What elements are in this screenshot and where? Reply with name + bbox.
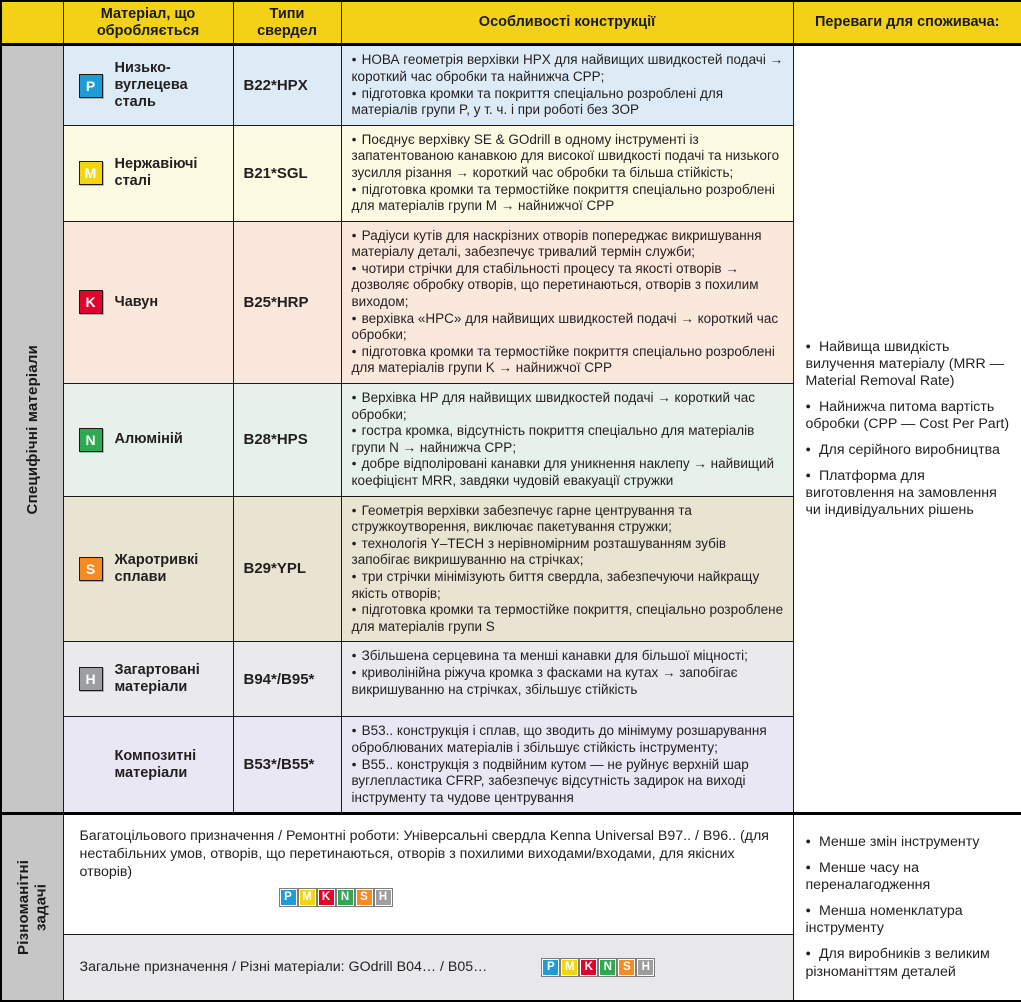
benefit-bullet: ● Для виробників з великим різноманіттям деталей	[806, 946, 1012, 980]
material-cell	[63, 496, 233, 642]
iso-group-m-badge: M	[79, 161, 103, 185]
iso-group-k-badge: K	[580, 959, 597, 976]
benefit-bullet: ● Менша номенклатура інструменту	[806, 903, 1012, 937]
iso-group-h-badge: H	[637, 959, 654, 976]
iso-groups-strip	[542, 959, 654, 976]
table-row	[1, 45, 1021, 125]
drill-type: B25*HRP	[233, 221, 341, 383]
feature-bullet: ● технологія Y–TECH з нерівномірним розташуванням зубів запобігає викришуванню на стрічках;	[352, 536, 784, 569]
material-name: Алюміній	[114, 431, 183, 448]
drill-type: B21*SGL	[233, 125, 341, 221]
material-name: Низько-вуглецева сталь	[114, 59, 188, 111]
section-label-specific-materials	[1, 45, 63, 814]
material-cell	[63, 384, 233, 497]
features-cell	[341, 45, 793, 125]
feature-bullet: ● три стрічки мінімізують биття свердла, забезпечуючи найкращу якість отворів;	[352, 569, 784, 602]
feature-bullet: ● гостра кромка, відсутність покриття спеціально для матеріалів групи N → найнижча CPP;	[352, 423, 784, 456]
benefit-bullet: ● Найвища швидкість вилучення матеріалу (MRR — Material Removal Rate)	[806, 339, 1012, 390]
benefits-cell-misc	[793, 814, 1021, 1001]
drill-type: B53*/B55*	[233, 717, 341, 814]
feature-bullet: ● підготовка кромки та покриття спеціально розроблені для матеріалів групи P, у т. ч. і при роботі без ЗОР	[352, 86, 784, 119]
benefit-bullet: ● Менше змін інструменту	[806, 834, 1012, 851]
material-cell	[63, 45, 233, 125]
material-name: Загартовані матеріали	[114, 662, 200, 696]
iso-group-n-badge: N	[79, 428, 103, 452]
misc-row-text: Багатоцільового призначення / Ремонтні роботи: Універсальні свердла Kenna Universal B97.. / B96.. (для нестабільних умов, отворів, що перетинаються, отворів з похилими виходами/входами, для якісних отворів)	[79, 828, 769, 880]
iso-group-n-badge: N	[337, 889, 354, 906]
feature-bullet: ● підготовка кромки та термостійке покриття спеціально розроблені для матеріалів групи K → найнижчої CPP	[352, 344, 784, 377]
header-drill-types: Типи свердел	[233, 1, 341, 45]
feature-bullet: ● B55.. конструкція з подвійним кутом — не руйнує верхній шар вуглепластика CFRP, забезпечує відсутність задирок на виході інструменту та чудове центрування	[352, 757, 784, 807]
header-benefits: Переваги для споживача:	[793, 1, 1021, 45]
benefit-bullet: ● Платформа для виготовлення на замовлення чи індивідуальних рішень	[806, 468, 1012, 519]
feature-bullet: ● криволінійна ріжуча кромка з фасками на кутах → запобігає викришуванню на стрічках, збільшує стійкість	[352, 665, 784, 698]
material-name: Чавун	[114, 293, 159, 310]
iso-group-k-badge: K	[79, 290, 103, 314]
feature-bullet: ● чотири стрічки для стабільності процесу та якості отворів → дозволяє обробку отворів, що перетинаються, отворів з похилим виходом;	[352, 261, 784, 311]
iso-group-h-badge: H	[375, 889, 392, 906]
header-material: Матеріал, що обробляється	[63, 1, 233, 45]
features-cell	[341, 496, 793, 642]
feature-bullet: ● Верхівка HP для найвищих швидкостей подачі → короткий час обробки;	[352, 390, 784, 423]
iso-group-s-badge: S	[618, 959, 635, 976]
feature-bullet: ● Збільшена серцевина та менші канавки для більшої міцності;	[352, 648, 784, 665]
feature-bullet: ● добре відполіровані канавки для уникнення наклепу → найвищий коефіцієнт MRR, завдяки чудовій евакуації стружки	[352, 456, 784, 489]
benefit-bullet: ● Менше часу на переналагодження	[806, 860, 1012, 894]
feature-bullet: ● Поєднує верхівку SE & GOdrill в одному інструменті із запатентованою канавкою для високої швидкості подачі та низького зусилля різання → короткий час обробки та більша стійкість;	[352, 132, 784, 182]
material-name: Жаротривкі сплави	[114, 551, 199, 585]
iso-group-m-badge: M	[299, 889, 316, 906]
material-cell	[63, 221, 233, 383]
section-label-text: Різноманітні задачі	[15, 859, 50, 955]
feature-bullet: ● верхівка «HPC» для найвищих швидкостей подачі → короткий час обробки;	[352, 311, 784, 344]
material-cell	[63, 642, 233, 717]
misc-row-text: Загальне призначення / Різні матеріали: GOdrill B04… / B05…	[79, 959, 488, 976]
benefit-bullet: ● Найнижча питома вартість обробки (CPP — Cost Per Part)	[806, 399, 1012, 433]
header-features: Особливості конструкції	[341, 1, 793, 45]
feature-bullet: ● підготовка кромки та термостійке покриття, спеціально розроблене для матеріалів групи S	[352, 602, 784, 635]
iso-group-h-badge: H	[79, 667, 103, 691]
section-label-misc-tasks	[1, 814, 63, 1001]
feature-bullet: ● B53.. конструкція і сплав, що зводить до мінімуму розшарування оброблюваних матеріалів і збільшує стійкість інструменту;	[352, 723, 784, 756]
iso-group-s-badge: S	[356, 889, 373, 906]
material-cell	[63, 125, 233, 221]
table-row	[1, 814, 1021, 935]
feature-bullet: ● НОВА геометрія верхівки HPX для найвищих швидкостей подачі → короткий час обробки та найнижча CPP;	[352, 52, 784, 85]
iso-group-p-badge: P	[280, 889, 297, 906]
benefits-cell-specific	[793, 45, 1021, 814]
material-cell	[63, 717, 233, 814]
iso-group-p-badge: P	[542, 959, 559, 976]
feature-bullet: ● Радіуси кутів для наскрізних отворів попереджає викришування матеріалу деталі, забезпечує тривалий термін служби;	[352, 228, 784, 261]
features-cell	[341, 384, 793, 497]
drill-type: B29*YPL	[233, 496, 341, 642]
drill-type: B94*/B95*	[233, 642, 341, 717]
iso-groups-strip	[280, 889, 392, 906]
iso-group-p-badge: P	[79, 74, 103, 98]
feature-bullet: ● Геометрія верхівки забезпечує гарне центрування та стружкоутворення, виключає пакетування стружки;	[352, 503, 784, 536]
table-header-row	[1, 1, 1021, 45]
drill-type: B22*HPX	[233, 45, 341, 125]
header-corner-cell	[1, 1, 63, 45]
drill-type: B28*HPS	[233, 384, 341, 497]
material-name: Нержавіючі сталі	[114, 156, 198, 190]
features-cell	[341, 717, 793, 814]
section-label-text: Специфічні матеріали	[23, 344, 41, 515]
iso-group-s-badge: S	[79, 557, 103, 581]
iso-group-m-badge: M	[561, 959, 578, 976]
benefit-bullet: ● Для серійного виробництва	[806, 442, 1012, 459]
material-name: Композитні матеріали	[114, 747, 197, 781]
feature-bullet: ● підготовка кромки та термостійке покриття спеціально розроблені для матеріалів групи M → найнижчої CPP	[352, 182, 784, 215]
features-cell	[341, 125, 793, 221]
features-cell	[341, 221, 793, 383]
iso-group-n-badge: N	[599, 959, 616, 976]
features-cell	[341, 642, 793, 717]
misc-row-general-purpose	[63, 934, 793, 1000]
misc-row-universal-drills	[63, 814, 793, 935]
iso-group-k-badge: K	[318, 889, 335, 906]
